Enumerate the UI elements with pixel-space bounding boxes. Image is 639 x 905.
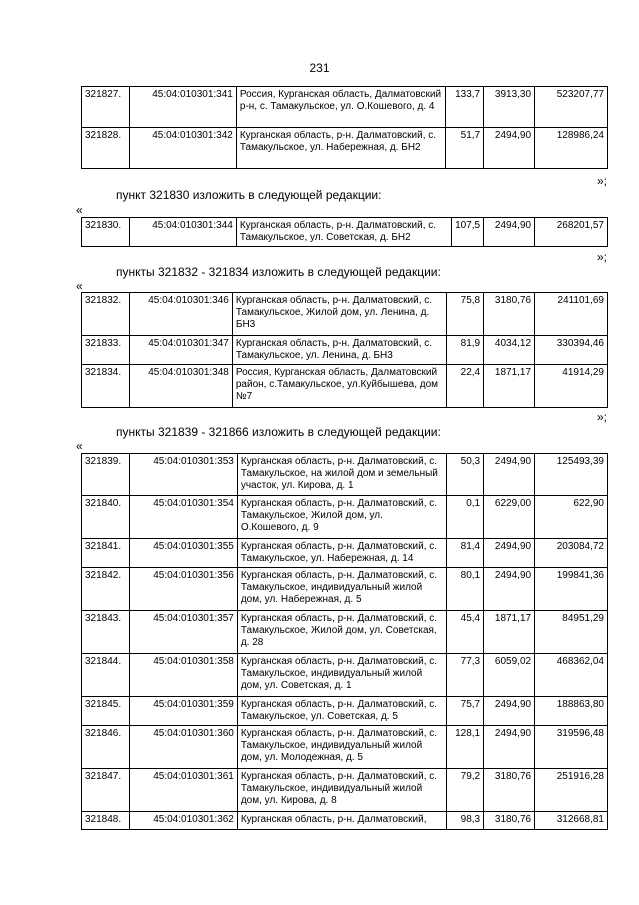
rate: 3180,76 — [484, 293, 535, 336]
table-row — [82, 697, 608, 726]
row-number: 321843. — [82, 611, 130, 654]
table-row — [82, 812, 608, 830]
address: Курганская область, р-н. Далматовский, с. Тамакульское, индивидуальный жилой дом, ул. Советская, д. 1 — [237, 654, 446, 697]
table-row — [82, 454, 608, 496]
value: 330394,46 — [535, 336, 608, 365]
table-row — [82, 539, 608, 568]
registry-table-4 — [81, 453, 608, 830]
table-row — [82, 336, 608, 365]
area: 0,1 — [447, 496, 484, 539]
rate: 2494,90 — [484, 726, 535, 769]
value: 188863,80 — [535, 697, 608, 726]
value: 241101,69 — [535, 293, 608, 336]
value: 523207,77 — [535, 87, 608, 128]
value: 468362,04 — [535, 654, 608, 697]
rate: 3180,76 — [484, 812, 535, 830]
close-quote: »; — [597, 250, 608, 264]
cadastral-number: 45:04:010301:353 — [129, 454, 237, 496]
rate: 3180,76 — [484, 769, 535, 812]
value: 125493,39 — [535, 454, 608, 496]
cadastral-number: 45:04:010301:356 — [129, 568, 237, 611]
row-number: 321847. — [82, 769, 130, 812]
row-number: 321842. — [82, 568, 130, 611]
value: 199841,36 — [535, 568, 608, 611]
table-row — [82, 568, 608, 611]
rate: 1871,17 — [484, 611, 535, 654]
open-quote: « — [76, 439, 83, 453]
row-number: 321844. — [82, 654, 130, 697]
cadastral-number: 45:04:010301:354 — [129, 496, 237, 539]
amendment-intro-321839: пункты 321839 - 321866 изложить в следующей редакции: — [116, 425, 441, 439]
value: 128986,24 — [535, 128, 608, 169]
address: Курганская область, р-н. Далматовский, с. Тамакульское, Жилой дом, ул. О.Кошевого, д. 9 — [237, 496, 446, 539]
row-number: 321827. — [82, 87, 130, 128]
address: Курганская область, р-н. Далматовский, с. Тамакульское, ул. Советская, д. 5 — [237, 697, 446, 726]
table-row — [82, 87, 608, 128]
rate: 2494,90 — [484, 218, 535, 247]
cadastral-number: 45:04:010301:341 — [129, 87, 236, 128]
rate: 2494,90 — [484, 454, 535, 496]
open-quote: « — [76, 279, 83, 293]
rate: 6059,02 — [484, 654, 535, 697]
cadastral-number: 45:04:010301:342 — [129, 128, 236, 169]
address: Россия, Курганская область, Далматовский район, с.Тамакульское, ул.Куйбышева, дом №7 — [232, 365, 446, 408]
table-row — [82, 654, 608, 697]
area: 79,2 — [447, 769, 484, 812]
area: 22,4 — [447, 365, 484, 408]
address: Курганская область, р-н. Далматовский, с. Тамакульское, ул. Набережная, д. 14 — [237, 539, 446, 568]
rate: 2494,90 — [484, 568, 535, 611]
value: 251916,28 — [535, 769, 608, 812]
area: 75,7 — [447, 697, 484, 726]
area: 107,5 — [452, 218, 484, 247]
rate: 6229,00 — [484, 496, 535, 539]
row-number: 321846. — [82, 726, 130, 769]
row-number: 321841. — [82, 539, 130, 568]
cadastral-number: 45:04:010301:359 — [129, 697, 237, 726]
area: 81,4 — [447, 539, 484, 568]
address: Курганская область, р-н. Далматовский, — [237, 812, 446, 830]
row-number: 321834. — [82, 365, 130, 408]
table-row — [82, 365, 608, 408]
value: 41914,29 — [535, 365, 608, 408]
value: 622,90 — [535, 496, 608, 539]
rate: 3913,30 — [484, 87, 535, 128]
value: 84951,29 — [535, 611, 608, 654]
registry-table-1 — [81, 86, 608, 169]
value: 312668,81 — [535, 812, 608, 830]
area: 77,3 — [447, 654, 484, 697]
cadastral-number: 45:04:010301:360 — [129, 726, 237, 769]
row-number: 321828. — [82, 128, 130, 169]
cadastral-number: 45:04:010301:348 — [129, 365, 232, 408]
row-number: 321845. — [82, 697, 130, 726]
area: 81,9 — [447, 336, 484, 365]
value: 268201,57 — [535, 218, 608, 247]
rate: 2494,90 — [484, 128, 535, 169]
value: 319596,48 — [535, 726, 608, 769]
row-number: 321830. — [82, 218, 130, 247]
table-row — [82, 769, 608, 812]
address: Курганская область, р-н. Далматовский, с. Тамакульское, Жилой дом, ул. Ленина, д. БН3 — [232, 293, 446, 336]
cadastral-number: 45:04:010301:362 — [129, 812, 237, 830]
cadastral-number: 45:04:010301:355 — [129, 539, 237, 568]
row-number: 321839. — [82, 454, 130, 496]
address: Курганская область, р-н. Далматовский, с. Тамакульское, индивидуальный жилой дом, ул. Кирова, д. 8 — [237, 769, 446, 812]
rate: 1871,17 — [484, 365, 535, 408]
cadastral-number: 45:04:010301:361 — [129, 769, 237, 812]
cadastral-number: 45:04:010301:357 — [129, 611, 237, 654]
address: Курганская область, р-н. Далматовский, с. Тамакульское, ул. Советская, д. БН2 — [236, 218, 451, 247]
table-row — [82, 293, 608, 336]
rate: 2494,90 — [484, 697, 535, 726]
area: 75,8 — [447, 293, 484, 336]
rate: 4034,12 — [484, 336, 535, 365]
address: Курганская область, р-н. Далматовский, с. Тамакульское, на жилой дом и земельный участок, ул. Кирова, д. 1 — [237, 454, 446, 496]
registry-table-2 — [81, 217, 608, 247]
amendment-intro-321830: пункт 321830 изложить в следующей редакции: — [116, 188, 382, 202]
open-quote: « — [76, 203, 83, 217]
address: Россия, Курганская область, Далматовский р-н, с. Тамакульское, ул. О.Кошевого, д. 4 — [236, 87, 445, 128]
close-quote: »; — [597, 410, 608, 424]
table-row — [82, 218, 608, 247]
area: 50,3 — [447, 454, 484, 496]
cadastral-number: 45:04:010301:344 — [129, 218, 236, 247]
row-number: 321848. — [82, 812, 130, 830]
close-quote: »; — [597, 174, 608, 188]
row-number: 321840. — [82, 496, 130, 539]
registry-table-3 — [81, 292, 608, 408]
row-number: 321833. — [82, 336, 130, 365]
address: Курганская область, р-н. Далматовский, с. Тамакульское, ул. Набережная, д. БН2 — [236, 128, 445, 169]
address: Курганская область, р-н. Далматовский, с. Тамакульское, ул. Ленина, д. БН3 — [232, 336, 446, 365]
address: Курганская область, р-н. Далматовский, с. Тамакульское, Жилой дом, ул. Советская, д. 28 — [237, 611, 446, 654]
area: 133,7 — [446, 87, 484, 128]
table-row — [82, 128, 608, 169]
amendment-intro-321832: пункты 321832 - 321834 изложить в следующей редакции: — [116, 265, 441, 279]
row-number: 321832. — [82, 293, 130, 336]
address: Курганская область, р-н. Далматовский, с. Тамакульское, индивидуальный жилой дом, ул. Набережная, д. 5 — [237, 568, 446, 611]
area: 80,1 — [447, 568, 484, 611]
cadastral-number: 45:04:010301:347 — [129, 336, 232, 365]
value: 203084,72 — [535, 539, 608, 568]
rate: 2494,90 — [484, 539, 535, 568]
cadastral-number: 45:04:010301:346 — [129, 293, 232, 336]
table-row — [82, 496, 608, 539]
area: 98,3 — [447, 812, 484, 830]
cadastral-number: 45:04:010301:358 — [129, 654, 237, 697]
address: Курганская область, р-н. Далматовский, с. Тамакульское, индивидуальный жилой дом, ул. Молодежная, д. 5 — [237, 726, 446, 769]
table-row — [82, 611, 608, 654]
area: 51,7 — [446, 128, 484, 169]
area: 45,4 — [447, 611, 484, 654]
page-number: 231 — [309, 61, 330, 75]
table-row — [82, 726, 608, 769]
area: 128,1 — [447, 726, 484, 769]
